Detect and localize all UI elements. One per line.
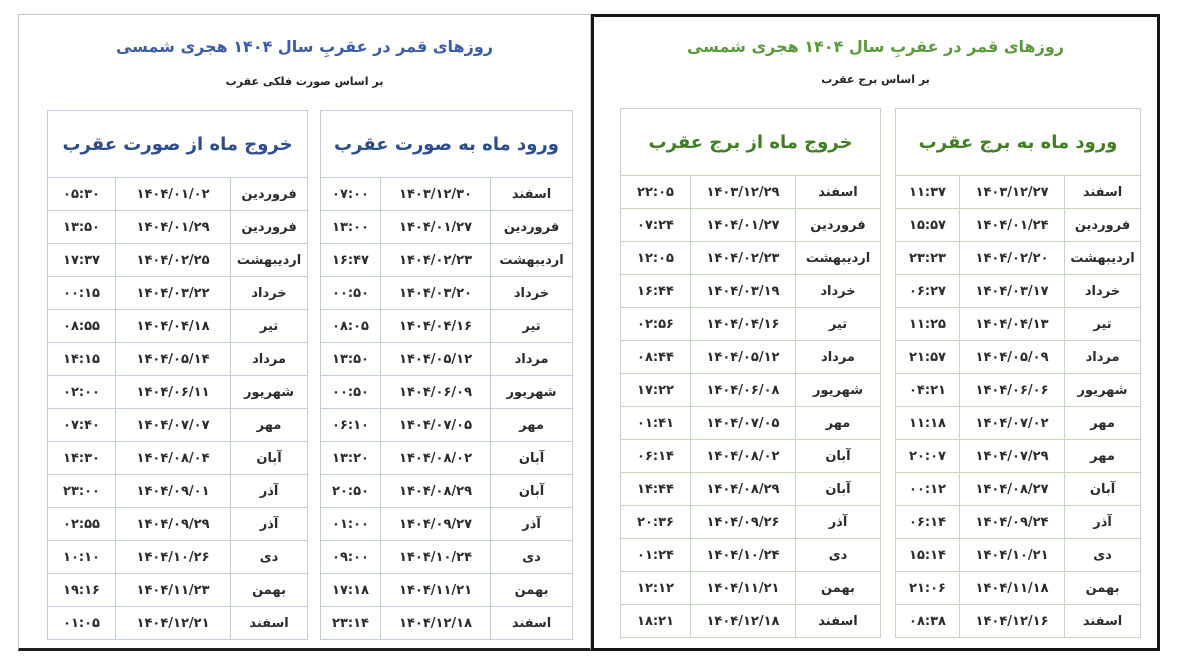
table-row <box>621 407 881 440</box>
date-cell: ۱۴۰۳/۱۲/۳۰ <box>381 178 491 211</box>
month-cell: آبان <box>1065 473 1141 506</box>
time-cell: ۱۳:۵۰ <box>48 211 116 244</box>
date-cell: ۱۴۰۴/۰۷/۰۵ <box>691 407 796 440</box>
table-row <box>321 244 573 277</box>
table-row <box>48 607 308 640</box>
month-cell: اسفند <box>1065 176 1141 209</box>
table-row <box>48 211 308 244</box>
date-cell: ۱۴۰۴/۰۸/۰۲ <box>381 442 491 475</box>
time-cell: ۲۰:۳۶ <box>621 506 691 539</box>
month-cell: بهمن <box>231 574 308 607</box>
time-cell: ۱۷:۱۸ <box>321 574 381 607</box>
month-cell: خرداد <box>1065 275 1141 308</box>
table-row <box>896 374 1141 407</box>
table-row <box>48 376 308 409</box>
table-row <box>48 475 308 508</box>
month-cell: اسفند <box>231 607 308 640</box>
table-row <box>48 343 308 376</box>
table-row <box>48 244 308 277</box>
month-cell: شهریور <box>231 376 308 409</box>
table-row <box>896 275 1141 308</box>
month-cell: آذر <box>1065 506 1141 539</box>
table-body <box>48 178 308 640</box>
time-cell: ۱۳:۲۰ <box>321 442 381 475</box>
header-row <box>621 109 881 176</box>
entry-table <box>895 108 1141 638</box>
time-cell: ۰۶:۱۴ <box>896 506 960 539</box>
table-body <box>896 176 1141 638</box>
table-row <box>321 409 573 442</box>
month-cell: دی <box>796 539 881 572</box>
date-cell: ۱۴۰۴/۰۴/۱۸ <box>116 310 231 343</box>
month-cell: تیر <box>491 310 573 343</box>
month-cell: آذر <box>796 506 881 539</box>
table-row <box>48 442 308 475</box>
time-cell: ۰۸:۰۵ <box>321 310 381 343</box>
exit-table <box>620 108 881 638</box>
date-cell: ۱۴۰۴/۰۵/۱۴ <box>116 343 231 376</box>
time-cell: ۰۹:۰۰ <box>321 541 381 574</box>
panel-subtitle: بر اساس صورت فلکی عقرب <box>225 75 384 88</box>
time-cell: ۱۷:۳۷ <box>48 244 116 277</box>
month-cell: فروردین <box>491 211 573 244</box>
month-cell: اسفند <box>491 178 573 211</box>
table-row <box>621 209 881 242</box>
time-cell: ۱۳:۵۰ <box>321 343 381 376</box>
date-cell: ۱۴۰۴/۰۴/۱۶ <box>381 310 491 343</box>
month-cell: خرداد <box>796 275 881 308</box>
exit-table <box>47 110 308 640</box>
time-cell: ۱۴:۱۵ <box>48 343 116 376</box>
date-cell: ۱۴۰۴/۰۷/۰۵ <box>381 409 491 442</box>
date-cell: ۱۴۰۳/۱۲/۲۷ <box>960 176 1065 209</box>
time-cell: ۰۵:۳۰ <box>48 178 116 211</box>
time-cell: ۰۱:۰۰ <box>321 508 381 541</box>
date-cell: ۱۴۰۴/۰۳/۱۹ <box>691 275 796 308</box>
date-cell: ۱۴۰۴/۰۸/۲۹ <box>381 475 491 508</box>
time-cell: ۰۸:۳۸ <box>896 605 960 638</box>
table-row <box>896 605 1141 638</box>
time-cell: ۱۴:۴۴ <box>621 473 691 506</box>
time-cell: ۰۷:۰۰ <box>321 178 381 211</box>
table-row <box>48 277 308 310</box>
month-cell: بهمن <box>1065 572 1141 605</box>
time-cell: ۱۲:۱۲ <box>621 572 691 605</box>
date-cell: ۱۴۰۴/۰۸/۲۷ <box>960 473 1065 506</box>
table-row <box>321 508 573 541</box>
month-cell: مهر <box>1065 440 1141 473</box>
date-cell: ۱۴۰۴/۰۲/۲۰ <box>960 242 1065 275</box>
time-cell: ۱۶:۴۷ <box>321 244 381 277</box>
month-cell: آذر <box>231 508 308 541</box>
date-cell: ۱۴۰۴/۰۹/۲۶ <box>691 506 796 539</box>
table-header: ورود ماه به برج عقرب <box>896 109 1141 176</box>
time-cell: ۱۶:۴۴ <box>621 275 691 308</box>
date-cell: ۱۴۰۴/۰۵/۰۹ <box>960 341 1065 374</box>
month-cell: مهر <box>231 409 308 442</box>
month-cell: بهمن <box>796 572 881 605</box>
table-row <box>896 308 1141 341</box>
month-cell: اردیبهشت <box>796 242 881 275</box>
date-cell: ۱۴۰۴/۰۹/۲۴ <box>960 506 1065 539</box>
month-cell: دی <box>231 541 308 574</box>
table-row <box>621 539 881 572</box>
header-row <box>321 111 573 178</box>
time-cell: ۰۴:۲۱ <box>896 374 960 407</box>
constellation-panel <box>18 14 591 651</box>
time-cell: ۲۲:۰۵ <box>621 176 691 209</box>
date-cell: ۱۴۰۴/۰۱/۲۴ <box>960 209 1065 242</box>
table-row <box>896 572 1141 605</box>
time-cell: ۲۰:۰۷ <box>896 440 960 473</box>
date-cell: ۱۴۰۴/۰۳/۲۲ <box>116 277 231 310</box>
month-cell: تیر <box>796 308 881 341</box>
month-cell: اردیبهشت <box>231 244 308 277</box>
table-row <box>621 275 881 308</box>
time-cell: ۱۱:۲۵ <box>896 308 960 341</box>
time-cell: ۰۱:۲۴ <box>621 539 691 572</box>
time-cell: ۱۱:۳۷ <box>896 176 960 209</box>
panel-title: روزهای قمر در عقربِ سال ۱۴۰۴ هجری شمسی <box>686 37 1065 56</box>
time-cell: ۰۰:۱۲ <box>896 473 960 506</box>
table-row <box>621 506 881 539</box>
time-cell: ۰۲:۵۵ <box>48 508 116 541</box>
date-cell: ۱۴۰۴/۰۲/۲۵ <box>116 244 231 277</box>
date-cell: ۱۴۰۴/۰۵/۱۲ <box>381 343 491 376</box>
panel-title: روزهای قمر در عقربِ سال ۱۴۰۴ هجری شمسی <box>115 37 494 56</box>
table-row <box>48 310 308 343</box>
sign-panel <box>591 14 1160 651</box>
date-cell: ۱۴۰۴/۰۱/۲۷ <box>691 209 796 242</box>
date-cell: ۱۴۰۴/۱۱/۲۳ <box>116 574 231 607</box>
month-cell: فروردین <box>796 209 881 242</box>
month-cell: مهر <box>1065 407 1141 440</box>
month-cell: دی <box>1065 539 1141 572</box>
table-row <box>621 605 881 638</box>
table-row <box>896 341 1141 374</box>
date-cell: ۱۴۰۴/۱۰/۲۴ <box>691 539 796 572</box>
date-cell: ۱۴۰۴/۰۴/۱۶ <box>691 308 796 341</box>
table-row <box>896 473 1141 506</box>
date-cell: ۱۴۰۴/۱۲/۲۱ <box>116 607 231 640</box>
month-cell: فروردین <box>231 178 308 211</box>
date-cell: ۱۴۰۴/۱۱/۱۸ <box>960 572 1065 605</box>
time-cell: ۱۱:۱۸ <box>896 407 960 440</box>
entry-table <box>320 110 573 640</box>
table-row <box>48 409 308 442</box>
time-cell: ۰۶:۲۷ <box>896 275 960 308</box>
month-cell: خرداد <box>231 277 308 310</box>
time-cell: ۱۸:۲۱ <box>621 605 691 638</box>
time-cell: ۰۰:۵۰ <box>321 376 381 409</box>
time-cell: ۰۸:۵۵ <box>48 310 116 343</box>
table-row <box>321 376 573 409</box>
date-cell: ۱۴۰۴/۰۱/۰۲ <box>116 178 231 211</box>
time-cell: ۲۰:۵۰ <box>321 475 381 508</box>
month-cell: مهر <box>796 407 881 440</box>
table-row <box>321 310 573 343</box>
date-cell: ۱۴۰۴/۱۱/۲۱ <box>381 574 491 607</box>
date-cell: ۱۴۰۴/۱۲/۱۸ <box>381 607 491 640</box>
table-row <box>321 607 573 640</box>
month-cell: آذر <box>231 475 308 508</box>
time-cell: ۰۲:۰۰ <box>48 376 116 409</box>
table-row <box>48 508 308 541</box>
date-cell: ۱۴۰۴/۱۰/۲۶ <box>116 541 231 574</box>
month-cell: اسفند <box>796 605 881 638</box>
date-cell: ۱۴۰۴/۰۴/۱۳ <box>960 308 1065 341</box>
date-cell: ۱۴۰۴/۰۵/۱۲ <box>691 341 796 374</box>
table-header: خروج ماه از برج عقرب <box>621 109 881 176</box>
date-cell: ۱۴۰۴/۱۰/۲۴ <box>381 541 491 574</box>
table-row <box>896 407 1141 440</box>
table-row <box>321 277 573 310</box>
time-cell: ۲۳:۱۴ <box>321 607 381 640</box>
month-cell: شهریور <box>491 376 573 409</box>
time-cell: ۰۱:۰۵ <box>48 607 116 640</box>
time-cell: ۱۷:۲۲ <box>621 374 691 407</box>
month-cell: فروردین <box>231 211 308 244</box>
table-row <box>896 176 1141 209</box>
table-row <box>621 374 881 407</box>
time-cell: ۰۰:۵۰ <box>321 277 381 310</box>
panel-subtitle: بر اساس برج عقرب <box>821 73 930 86</box>
month-cell: تیر <box>231 310 308 343</box>
time-cell: ۰۸:۴۴ <box>621 341 691 374</box>
header-row <box>896 109 1141 176</box>
date-cell: ۱۴۰۴/۰۹/۲۷ <box>381 508 491 541</box>
date-cell: ۱۴۰۴/۰۱/۲۹ <box>116 211 231 244</box>
month-cell: مرداد <box>491 343 573 376</box>
date-cell: ۱۴۰۴/۱۲/۱۶ <box>960 605 1065 638</box>
table-row <box>896 539 1141 572</box>
date-cell: ۱۴۰۴/۰۲/۲۳ <box>691 242 796 275</box>
date-cell: ۱۴۰۴/۰۹/۲۹ <box>116 508 231 541</box>
table-body <box>321 178 573 640</box>
month-cell: خرداد <box>491 277 573 310</box>
table-row <box>321 343 573 376</box>
header-row <box>48 111 308 178</box>
date-cell: ۱۴۰۳/۱۲/۲۹ <box>691 176 796 209</box>
table-row <box>621 341 881 374</box>
date-cell: ۱۴۰۴/۰۶/۰۸ <box>691 374 796 407</box>
time-cell: ۰۶:۱۰ <box>321 409 381 442</box>
time-cell: ۱۰:۱۰ <box>48 541 116 574</box>
date-cell: ۱۴۰۴/۰۶/۰۹ <box>381 376 491 409</box>
month-cell: مهر <box>491 409 573 442</box>
date-cell: ۱۴۰۴/۱۰/۲۱ <box>960 539 1065 572</box>
date-cell: ۱۴۰۴/۰۶/۱۱ <box>116 376 231 409</box>
time-cell: ۰۶:۱۴ <box>621 440 691 473</box>
date-cell: ۱۴۰۴/۰۷/۰۲ <box>960 407 1065 440</box>
month-cell: اسفند <box>1065 605 1141 638</box>
table-row <box>621 176 881 209</box>
table-row <box>621 308 881 341</box>
date-cell: ۱۴۰۴/۰۹/۰۱ <box>116 475 231 508</box>
time-cell: ۱۴:۳۰ <box>48 442 116 475</box>
month-cell: آذر <box>491 508 573 541</box>
time-cell: ۰۰:۱۵ <box>48 277 116 310</box>
time-cell: ۲۳:۲۳ <box>896 242 960 275</box>
date-cell: ۱۴۰۴/۰۷/۲۹ <box>960 440 1065 473</box>
month-cell: مرداد <box>1065 341 1141 374</box>
month-cell: اردیبهشت <box>491 244 573 277</box>
table-body <box>621 176 881 638</box>
table-row <box>621 242 881 275</box>
time-cell: ۲۱:۵۷ <box>896 341 960 374</box>
date-cell: ۱۴۰۴/۱۱/۲۱ <box>691 572 796 605</box>
month-cell: آبان <box>796 440 881 473</box>
month-cell: اسفند <box>491 607 573 640</box>
table-row <box>896 440 1141 473</box>
table-row <box>896 506 1141 539</box>
month-cell: آبان <box>796 473 881 506</box>
date-cell: ۱۴۰۴/۰۱/۲۷ <box>381 211 491 244</box>
month-cell: آبان <box>491 442 573 475</box>
time-cell: ۱۵:۱۴ <box>896 539 960 572</box>
month-cell: آبان <box>491 475 573 508</box>
time-cell: ۱۲:۰۵ <box>621 242 691 275</box>
time-cell: ۰۷:۴۰ <box>48 409 116 442</box>
month-cell: مرداد <box>796 341 881 374</box>
table-row <box>621 572 881 605</box>
table-row <box>321 475 573 508</box>
date-cell: ۱۴۰۴/۰۸/۰۴ <box>116 442 231 475</box>
table-row <box>896 209 1141 242</box>
date-cell: ۱۴۰۴/۰۳/۲۰ <box>381 277 491 310</box>
time-cell: ۲۱:۰۶ <box>896 572 960 605</box>
date-cell: ۱۴۰۴/۰۳/۱۷ <box>960 275 1065 308</box>
table-header: ورود ماه به صورت عقرب <box>321 111 573 178</box>
month-cell: تیر <box>1065 308 1141 341</box>
month-cell: اسفند <box>796 176 881 209</box>
time-cell: ۲۳:۰۰ <box>48 475 116 508</box>
month-cell: فروردین <box>1065 209 1141 242</box>
date-cell: ۱۴۰۴/۰۸/۰۲ <box>691 440 796 473</box>
table-row <box>321 442 573 475</box>
date-cell: ۱۴۰۴/۱۲/۱۸ <box>691 605 796 638</box>
month-cell: دی <box>491 541 573 574</box>
table-row <box>321 178 573 211</box>
month-cell: شهریور <box>1065 374 1141 407</box>
date-cell: ۱۴۰۴/۰۷/۰۷ <box>116 409 231 442</box>
month-cell: آبان <box>231 442 308 475</box>
time-cell: ۰۲:۵۶ <box>621 308 691 341</box>
table-row <box>48 178 308 211</box>
month-cell: مرداد <box>231 343 308 376</box>
date-cell: ۱۴۰۴/۰۲/۲۳ <box>381 244 491 277</box>
table-row <box>321 541 573 574</box>
month-cell: اردیبهشت <box>1065 242 1141 275</box>
table-row <box>321 574 573 607</box>
table-row <box>896 242 1141 275</box>
time-cell: ۱۵:۵۷ <box>896 209 960 242</box>
table-row <box>321 211 573 244</box>
time-cell: ۱۹:۱۶ <box>48 574 116 607</box>
table-row <box>48 541 308 574</box>
time-cell: ۰۷:۲۴ <box>621 209 691 242</box>
date-cell: ۱۴۰۴/۰۶/۰۶ <box>960 374 1065 407</box>
month-cell: بهمن <box>491 574 573 607</box>
table-row <box>48 574 308 607</box>
time-cell: ۰۱:۴۱ <box>621 407 691 440</box>
table-row <box>621 473 881 506</box>
time-cell: ۱۳:۰۰ <box>321 211 381 244</box>
date-cell: ۱۴۰۴/۰۸/۲۹ <box>691 473 796 506</box>
table-row <box>621 440 881 473</box>
month-cell: شهریور <box>796 374 881 407</box>
table-header: خروج ماه از صورت عقرب <box>48 111 308 178</box>
